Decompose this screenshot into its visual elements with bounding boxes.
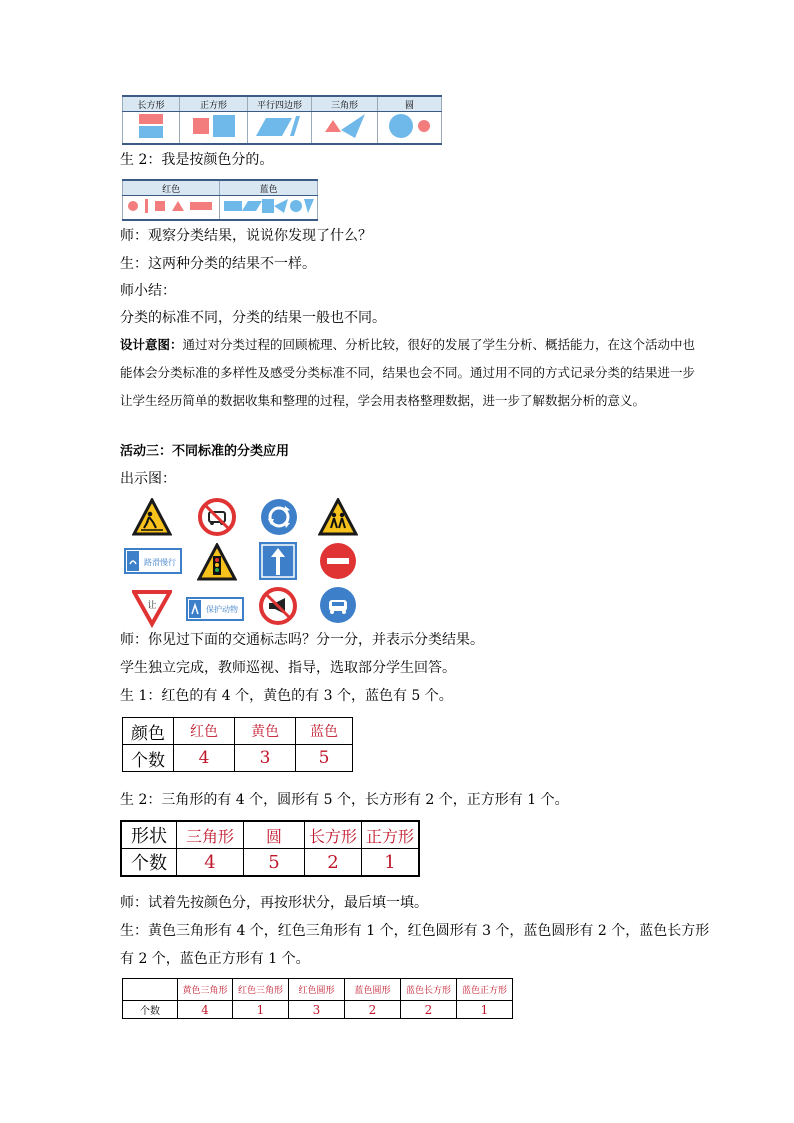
combo-col-1: 红色三角形 [233, 979, 289, 1001]
protect-animals-sign-text: 保护动物 [206, 605, 238, 614]
header-red: 红色 [123, 180, 220, 196]
blue-shapes-cell [220, 196, 318, 221]
combo-value-5: 1 [457, 1001, 513, 1019]
header-parallelogram: 平行四边形 [247, 96, 311, 112]
student-combo-line-1: 生：黄色三角形有 4 个，红色三角形有 1 个，红色圆形有 3 个，蓝色圆形有 2 个，蓝色长方形 [120, 923, 710, 939]
combo-row-label: 个数 [123, 1001, 178, 1019]
shape-count-table [120, 820, 420, 877]
color-header-label: 颜色 [123, 718, 174, 745]
children-sign-icon [318, 498, 358, 538]
no-horn-sign-icon [258, 586, 298, 626]
teacher-summary-line: 师小结： [120, 283, 176, 299]
combo-corner [123, 979, 178, 1001]
pedestrian-crossing-sign-icon [132, 498, 172, 538]
color-value-blue: 5 [296, 745, 353, 772]
combo-value-2: 3 [289, 1001, 345, 1019]
slippery-sign-text: 路滑慢行 [144, 558, 176, 567]
combo-col-3: 蓝色圆形 [345, 979, 401, 1001]
combo-value-1: 1 [233, 1001, 289, 1019]
no-entry-sign-icon [318, 541, 358, 581]
design-intent-label: 设计意图： [120, 337, 183, 352]
color-value-red: 4 [174, 745, 235, 772]
roundabout-sign-icon [259, 497, 299, 537]
shape-row-label: 个数 [121, 849, 177, 877]
combo-col-5: 蓝色正方形 [457, 979, 513, 1001]
summary-line: 分类的标准不同，分类的结果一般也不同。 [120, 310, 386, 326]
activity3-heading: 活动三：不同标准的分类应用 [120, 444, 290, 459]
color-col-blue: 蓝色 [296, 718, 353, 745]
traffic-light-sign-icon [197, 543, 237, 583]
red-shapes-icon [125, 196, 217, 216]
color-classification-table [122, 179, 318, 221]
straight-lane-sign-icon [258, 541, 298, 581]
no-motor-vehicle-sign-icon [197, 497, 237, 537]
teacher-signs-line: 师：你见过下面的交通标志吗？分一分，并表示分类结果。 [120, 632, 484, 648]
triangles-icon [319, 112, 369, 140]
header-blue: 蓝色 [220, 180, 318, 196]
student2-shape-line: 生 2：三角形的有 4 个，圆形有 5 个，长方形有 2 个，正方形有 1 个。 [120, 792, 569, 808]
color-row-label: 个数 [123, 745, 174, 772]
red-shapes-cell [123, 196, 220, 221]
color-col-yellow: 黄色 [235, 718, 296, 745]
shape-value-triangle: 4 [177, 849, 244, 877]
shape-col-square: 正方形 [362, 821, 420, 849]
student-combo-line-2: 有 2 个，蓝色正方形有 1 个。 [120, 951, 310, 967]
circles-icon [384, 112, 434, 140]
design-intent-text: 通过对分类过程的回顾梳理、分析比较，很好的发展了学生分析、概括能力，在这个活动中也能体会分类标准的多样性及感受分类标准不同，结果也会不同。通过用不同的方式记录分类的结果进一步让学生经历简单的数据收集和整理的过程，学会用表格整理数据，进一步了解数据分析的意义。 [120, 337, 696, 408]
combo-col-4: 蓝色长方形 [401, 979, 457, 1001]
combo-value-0: 4 [178, 1001, 233, 1019]
design-intent-paragraph [120, 331, 696, 415]
rectangles-icon [136, 112, 166, 140]
show-picture-line: 出示图： [120, 471, 176, 487]
parallelograms-icon [254, 112, 304, 140]
combo-col-0: 黄色三角形 [178, 979, 233, 1001]
yield-sign-icon [132, 588, 172, 628]
squares-icon [189, 112, 239, 140]
shape-classification-table [122, 95, 442, 145]
slippery-slow-sign-icon [124, 548, 182, 574]
motor-vehicle-lane-sign-icon [318, 585, 358, 625]
header-rectangle: 长方形 [123, 96, 180, 112]
header-square: 正方形 [180, 96, 248, 112]
shape-col-rectangle: 长方形 [305, 821, 362, 849]
combo-count-table [122, 978, 513, 1019]
combo-value-4: 2 [401, 1001, 457, 1019]
squares-cell [180, 112, 248, 145]
shape-value-rectangle: 2 [305, 849, 362, 877]
rectangles-cell [123, 112, 180, 145]
shape-header-label: 形状 [121, 821, 177, 849]
triangles-cell [311, 112, 377, 145]
header-circle: 圆 [377, 96, 441, 112]
combo-col-2: 红色圆形 [289, 979, 345, 1001]
color-count-table [122, 717, 353, 772]
teacher-observe-line: 师：观察分类结果，说说你发现了什么？ [120, 228, 372, 244]
shape-value-circle: 5 [244, 849, 305, 877]
color-col-red: 红色 [174, 718, 235, 745]
combo-value-3: 2 [345, 1001, 401, 1019]
teacher-try-line: 师：试着先按颜色分，再按形状分，最后填一填。 [120, 895, 428, 911]
parallelograms-cell [247, 112, 311, 145]
student-diff-line: 生：这两种分类的结果不一样。 [120, 256, 316, 272]
circles-cell [377, 112, 441, 145]
student1-line: 生 1：红色的有 4 个，黄色的有 3 个，蓝色有 5 个。 [120, 688, 453, 704]
student2-color-line: 生 2：我是按颜色分的。 [120, 152, 274, 168]
protect-animals-sign-icon [186, 597, 244, 621]
shape-col-triangle: 三角形 [177, 821, 244, 849]
students-work-line: 学生独立完成，教师巡视、指导，选取部分学生回答。 [120, 660, 456, 676]
shape-col-circle: 圆 [244, 821, 305, 849]
blue-shapes-icon [222, 196, 316, 216]
yield-sign-text: 让 [147, 601, 157, 611]
color-value-yellow: 3 [235, 745, 296, 772]
header-triangle: 三角形 [311, 96, 377, 112]
shape-value-square: 1 [362, 849, 420, 877]
